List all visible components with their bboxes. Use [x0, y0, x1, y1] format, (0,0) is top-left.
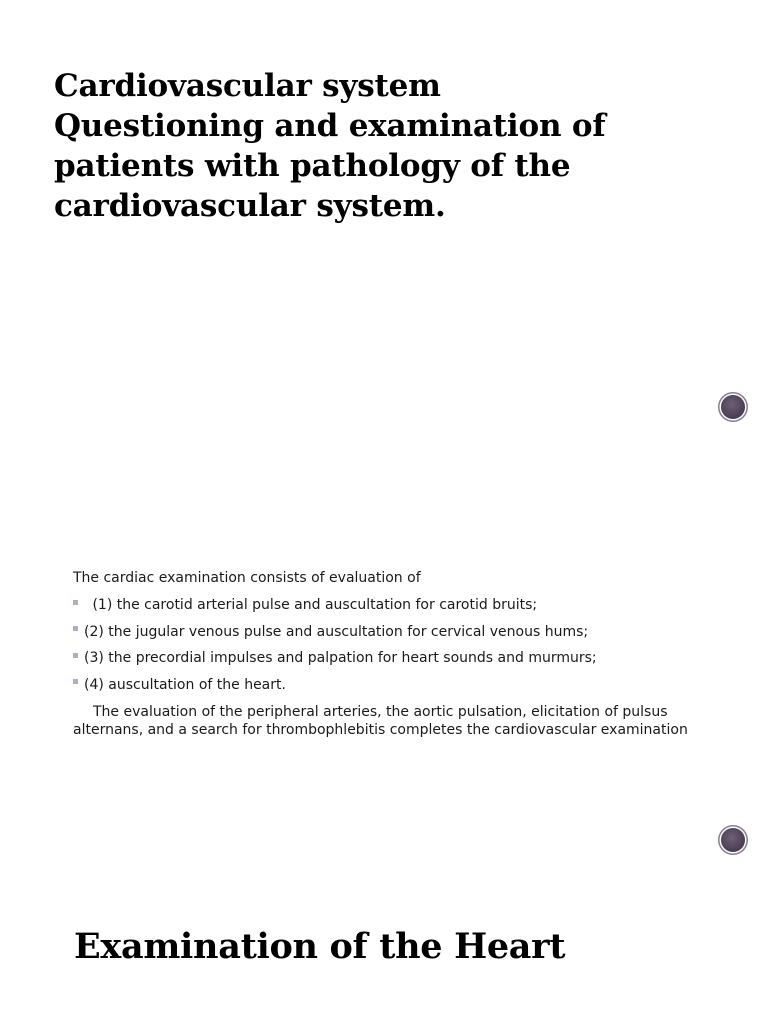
title-line-2: Questioning and examination of patients with pathology of the cardiovascular system. [54, 108, 606, 224]
slide-title [54, 66, 734, 226]
list-item-text: (3) the precordial impulses and palpation for heart sounds and murmurs; [84, 650, 597, 666]
conclusion-text: The evaluation of the peripheral arteries, the aortic pulsation, elicitation of pulsus alternans, and a search for thrombophlebitis completes the cardiovascular examination [73, 704, 688, 738]
bullet-icon [73, 600, 78, 605]
bullet-icon [73, 626, 78, 631]
list-item [73, 649, 597, 676]
list-item-text: (2) the jugular venous pulse and auscultation for cervical venous hums; [84, 623, 589, 640]
list-item-text: (4) auscultation of the heart. [84, 676, 286, 693]
bullet-icon [73, 653, 78, 658]
section-title: Examination of the Heart [74, 926, 566, 967]
examination-list [73, 596, 597, 702]
title-line-1: Cardiovascular system [54, 68, 441, 104]
bullet-icon [73, 679, 78, 684]
list-item [73, 623, 597, 650]
intro-text: The cardiac examination consists of evaluation of [73, 570, 421, 586]
list-item [73, 596, 597, 623]
slide-marker-dot [721, 828, 745, 852]
slide-marker-dot [721, 395, 745, 419]
list-item-text: (1) the carotid arterial pulse and auscultation for carotid bruits; [88, 597, 538, 613]
list-item [73, 676, 597, 703]
